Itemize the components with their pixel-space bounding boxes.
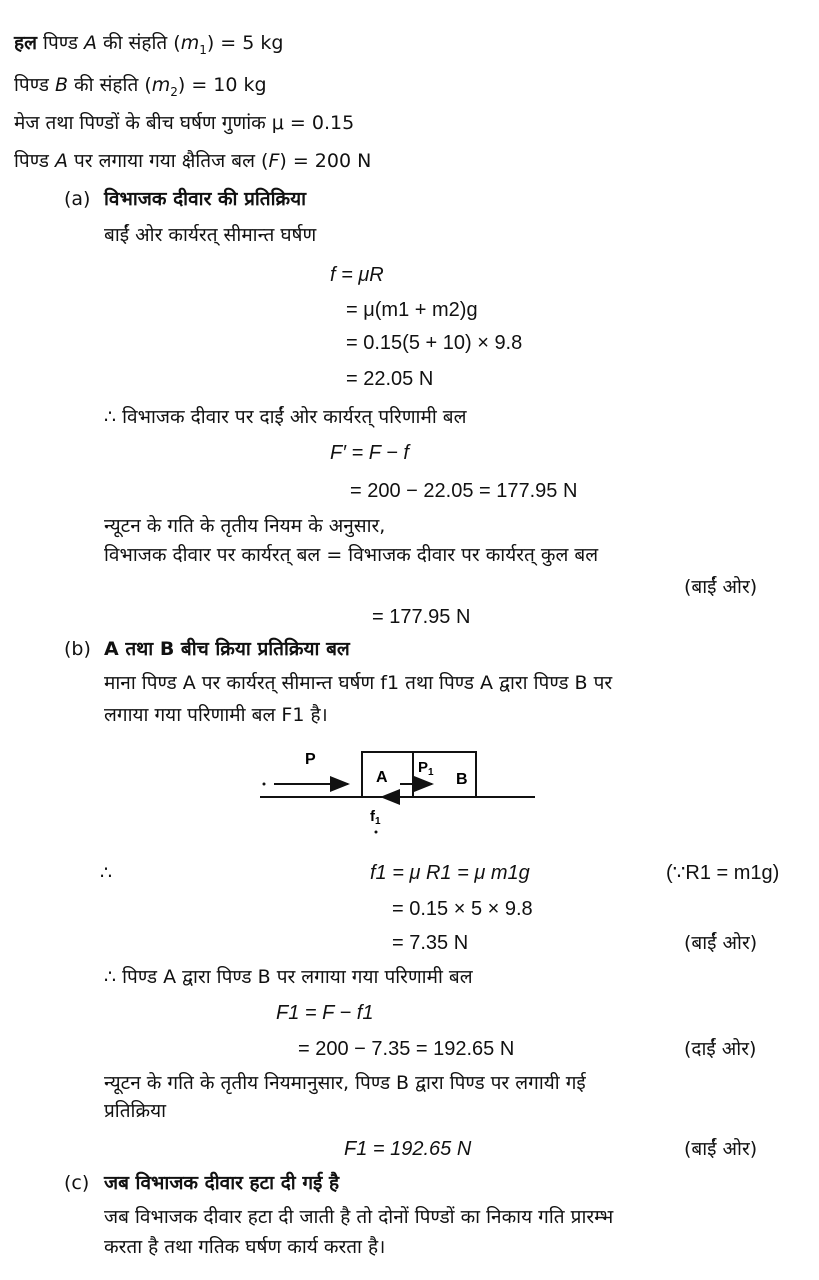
given-friction-coefficient: मेज तथा पिण्डों के बीच घर्षण गुणांक μ = 0.15 (14, 112, 355, 134)
part-b-text-2: लगाया गया परिणामी बल F1 है। (104, 704, 328, 726)
part-b-label: (b) (64, 638, 91, 660)
part-b-text-5: प्रतिक्रिया (104, 1100, 167, 1122)
part-a-label: (a) (64, 188, 91, 210)
svg-text:f1: $f_1$ (370, 808, 381, 827)
part-c-text-2: करता है तथा गतिक घर्षण कार्य करता है। (104, 1236, 386, 1258)
given-horizontal-force: पिण्ड A पर लगाया गया क्षैतिज बल (F) = 200 N (14, 150, 372, 172)
svg-text:P1: $P_1$ (418, 759, 434, 778)
part-b-heading: A तथा B बीच क्रिया प्रतिक्रिया बल (104, 638, 350, 660)
block-b-label: B (456, 771, 468, 788)
part-a-eq-6: = 200 − 22.05 = 177.95 N (350, 480, 578, 502)
part-a-eq-1: f = μR (330, 264, 384, 286)
part-a-eq-5: F′ = F − f (330, 442, 409, 464)
part-a-text-4: विभाजक दीवार पर कार्यरत् बल = विभाजक दीवार पर कार्यरत् कुल बल (104, 544, 599, 566)
part-b-eq-1: f1 = μ R1 = μ m1g (370, 862, 530, 884)
part-b-eq-5: = 200 − 7.35 = 192.65 N (298, 1038, 515, 1060)
part-b-text-4: न्यूटन के गति के तृतीय नियमानुसार, पिण्ड B द्वारा पिण्ड पर लगायी गई (104, 1072, 586, 1094)
part-c-label: (c) (64, 1172, 90, 1194)
part-a-text-2: ∴ विभाजक दीवार पर दाईं ओर कार्यरत् परिणामी बल (104, 406, 467, 428)
part-a-eq-3: = 0.15(5 + 10) × 9.8 (346, 332, 523, 354)
part-b-eq-4: F1 = F − f1 (276, 1002, 374, 1024)
force-p1-label: P (418, 759, 429, 776)
part-a-heading: विभाजक दीवार की प्रतिक्रिया (104, 188, 307, 210)
part-c-heading: जब विभाजक दीवार हटा दी गई है (104, 1172, 340, 1194)
friction-f1-label: f (370, 808, 375, 825)
part-b-text-1: माना पिण्ड A पर कार्यरत् सीमान्त घर्षण f1 तथा पिण्ड A द्वारा पिण्ड B पर (104, 672, 613, 694)
part-a-text-3: न्यूटन के गति के तृतीय नियम के अनुसार, (104, 515, 386, 537)
part-a-eq-2: = μ(m1 + m2)g (346, 299, 478, 321)
part-c-text-1: जब विभाजक दीवार हटा दी जाती है तो दोनों पिण्डों का निकाय गति प्रारम्भ (104, 1206, 614, 1228)
part-a-text-1: बाईं ओर कार्यरत् सीमान्त घर्षण (104, 224, 317, 246)
therefore-symbol: ∴ (100, 862, 113, 884)
part-b-eq-2: = 0.15 × 5 × 9.8 (392, 898, 533, 920)
part-b-eq-5-note: (दाईं ओर) (684, 1038, 757, 1060)
part-b-eq-3-note: (बाईं ओर) (684, 932, 758, 954)
part-b-eq-3: = 7.35 N (392, 932, 469, 954)
block-force-diagram (250, 740, 550, 840)
part-a-eq-4: = 22.05 N (346, 368, 434, 390)
part-a-text-5: (बाईं ओर) (684, 576, 758, 598)
part-b-eq-1-note: (∵R1 = m1g) (666, 862, 780, 884)
dot-bottom (375, 831, 378, 834)
given-mass-b: पिण्ड B की संहति $(m_2) = 10$ kg (14, 74, 267, 99)
force-p-label: P (305, 751, 316, 768)
part-a-eq-7: = 177.95 N (372, 606, 471, 628)
part-b-eq-6: F1 = 192.65 N (344, 1138, 472, 1160)
block-a-label: A (376, 769, 388, 786)
dot-left (263, 783, 266, 786)
part-b-eq-6-note: (बाईं ओर) (684, 1138, 758, 1160)
part-b-text-3: ∴ पिण्ड A द्वारा पिण्ड B पर लगाया गया परिणामी बल (104, 966, 473, 988)
given-mass-a: हल पिण्ड A की संहति $(m_1) = 5$ kg (14, 32, 284, 57)
